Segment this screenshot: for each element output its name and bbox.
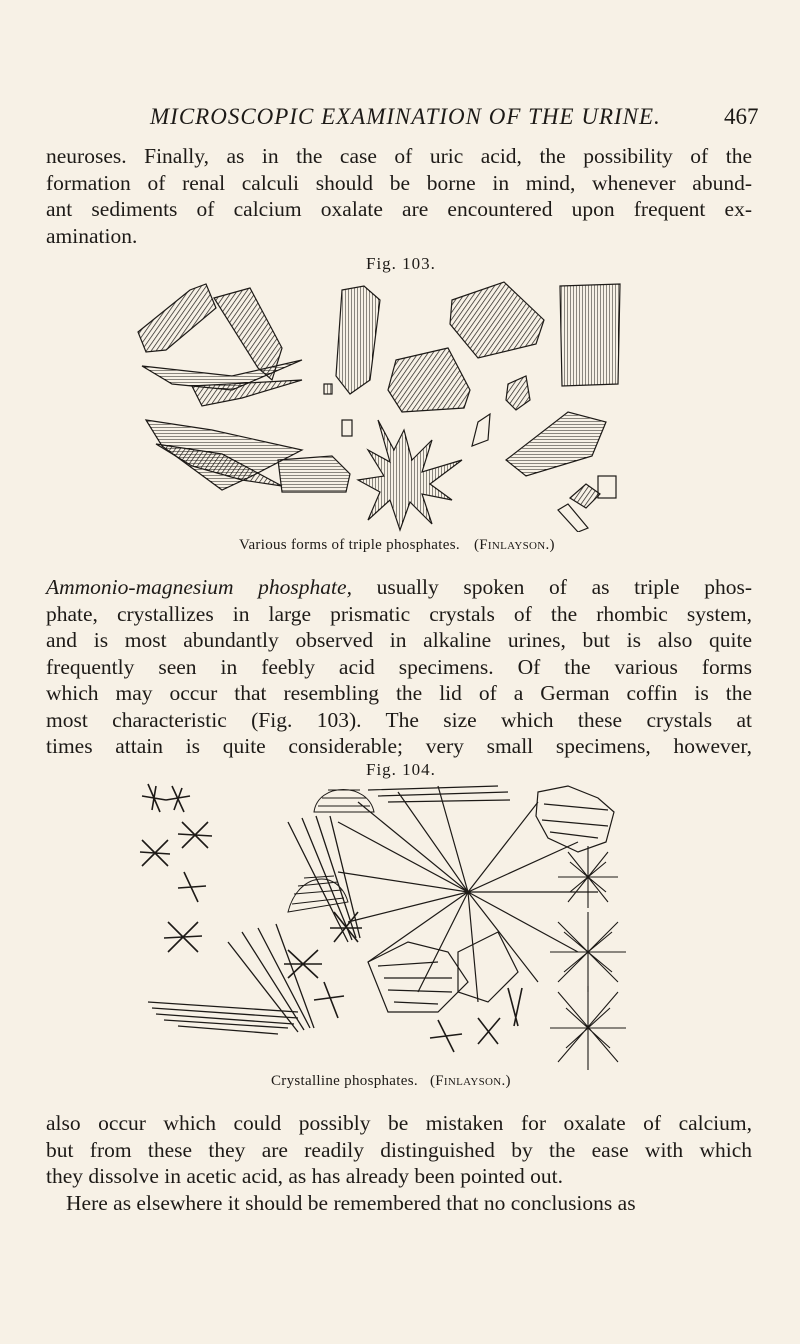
text-line: formation of renal calculi should be borne in mind, whenever abund- — [46, 170, 752, 195]
text-line-rest: usually spoken of as triple phos- — [376, 575, 753, 599]
figure-104-illustration — [138, 782, 628, 1072]
caption-text: Various forms of triple phosphates. — [239, 537, 460, 553]
caption-text: Crystalline phosphates. — [271, 1073, 418, 1089]
caption-credit: (Finlayson.) — [473, 537, 555, 553]
paragraph-3 — [46, 1110, 752, 1216]
text-line: they dissolve in acetic acid, as has already been pointed out. — [46, 1164, 564, 1188]
text-line: frequently seen in feebly acid specimens. Of the various forms — [46, 654, 752, 679]
page-number: 467 — [724, 104, 759, 129]
figure-103-label: Fig. 103. — [366, 254, 436, 273]
italic-term: Ammonio-magnesium phosphate, — [46, 575, 352, 599]
text-line: phate, crystallizes in large prismatic crystals of the rhombic system, — [46, 601, 752, 626]
text-line: neuroses. Finally, as in the case of uric acid, the possibility of the — [46, 144, 752, 168]
figure-104-caption — [271, 1073, 511, 1090]
text-line: also occur which could possibly be mistaken for oxalate of calcium, — [46, 1111, 752, 1135]
figure-104-label: Fig. 104. — [366, 760, 436, 779]
text-line: Here as elsewhere it should be remembered that no conclusions as — [66, 1190, 636, 1215]
running-head: MICROSCOPIC EXAMINATION OF THE URINE. — [150, 104, 661, 129]
paragraph-1 — [46, 143, 752, 249]
text-line: amination. — [46, 223, 138, 248]
caption-credit: (Finlayson.) — [429, 1073, 511, 1089]
text-line: ant sediments of calcium oxalate are encountered upon frequent ex- — [46, 197, 752, 221]
figure-103-illustration — [132, 280, 628, 532]
text-line: and is most abundantly observed in alkaline urines, but is also quite — [46, 628, 752, 652]
text-line: which may occur that resembling the lid of a German coffin is the — [46, 681, 752, 705]
text-line: most characteristic (Fig. 103). The size which these crystals at — [46, 707, 752, 732]
text-line: but from these they are readily distinguished by the ease with which — [46, 1137, 752, 1162]
figure-103-caption — [239, 537, 555, 554]
paragraph-2 — [46, 574, 752, 760]
text-line: times attain is quite considerable; very small specimens, however, — [46, 734, 752, 758]
text-line — [46, 574, 752, 601]
